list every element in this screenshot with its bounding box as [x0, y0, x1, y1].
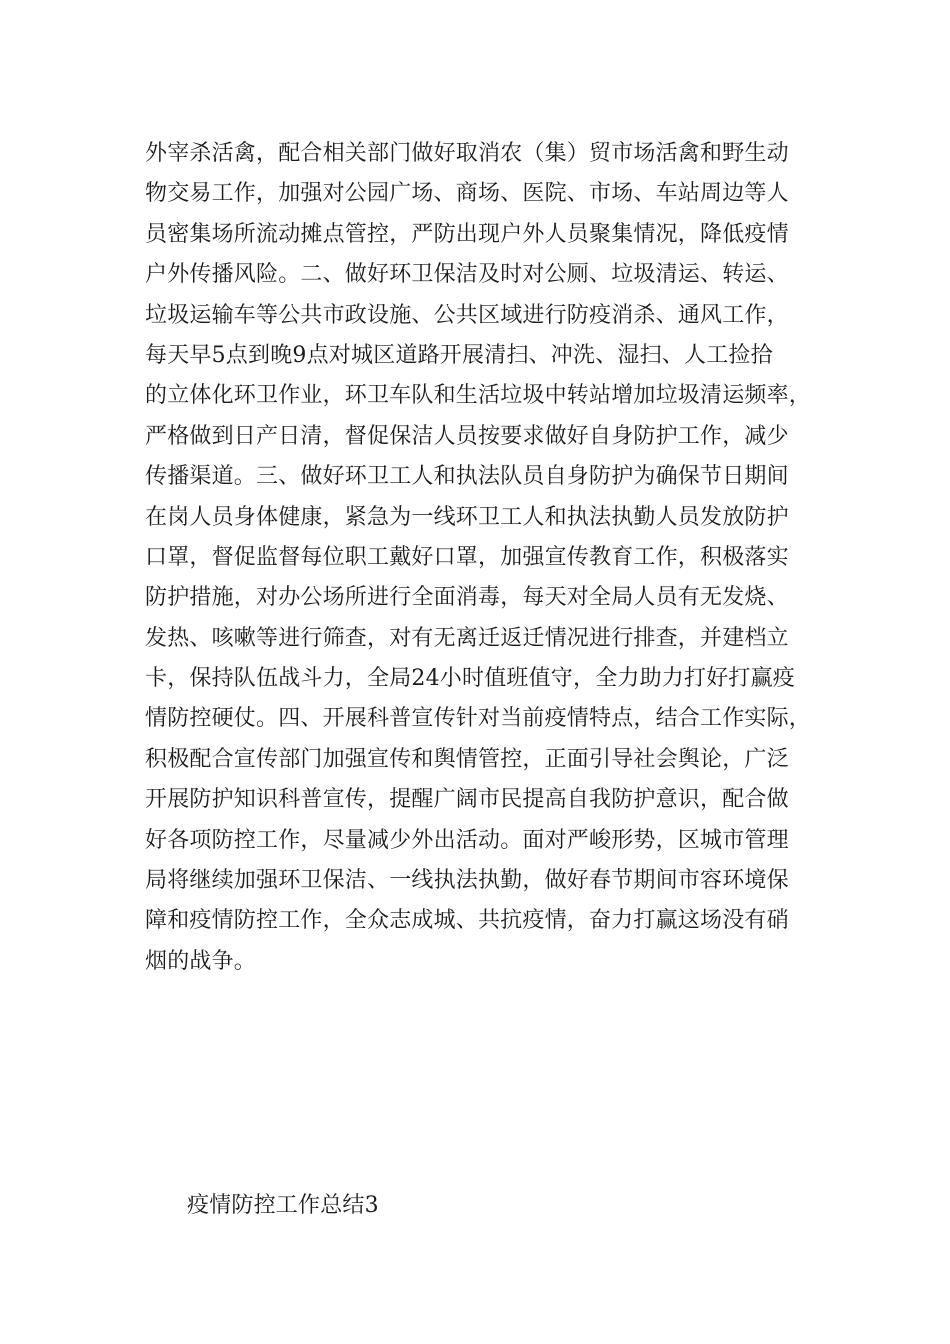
- text-line: 烟的战争。: [145, 948, 257, 974]
- body-text: [145, 134, 835, 982]
- text-line: 发热、咳嗽等进行筛查，对有无离迁返迁情况进行排查，并建档立: [145, 625, 789, 651]
- text-line: 垃圾运输车等公共市政设施、公共区域进行防疫消杀、通风工作，: [145, 302, 789, 328]
- text-line: 防护措施，对办公场所进行全面消毒，每天对全局人员有无发烧、: [145, 585, 789, 611]
- text-line: 好各项防控工作，尽量减少外出活动。面对严峻形势，区城市管理: [145, 827, 789, 853]
- text-line: 开展防护知识科普宣传，提醒广阔市民提高自我防护意识，配合做: [145, 787, 789, 813]
- text-line: 户外传播风险。二、做好环卫保洁及时对公厕、垃圾清运、转运、: [145, 262, 789, 288]
- text-line: 外宰杀活禽，配合相关部门做好取消农（集）贸市场活禽和野生动: [145, 141, 789, 166]
- text-line: 的立体化环卫作业，环卫车队和生活垃圾中转站增加垃圾清运频率，: [145, 383, 812, 409]
- text-line: 物交易工作，加强对公园广场、商场、医院、市场、车站周边等人: [145, 181, 789, 207]
- text-line: 情防控硬仗。四、开展科普宣传针对当前疫情特点，结合工作实际，: [145, 706, 812, 732]
- text-line: 严格做到日产日清，督促保洁人员按要求做好自身防护工作，减少: [145, 423, 789, 449]
- section-heading: 疫情防控工作总结3: [187, 1193, 379, 1218]
- text-line: 卡，保持队伍战斗力，全局24小时值班值守，全力助力打好打赢疫: [145, 666, 795, 692]
- text-line: 积极配合宣传部门加强宣传和舆情管控，正面引导社会舆论，广泛: [145, 746, 789, 772]
- text-line: 每天早5点到晚9点对城区道路开展清扫、冲洗、湿扫、人工捡拾: [145, 342, 773, 368]
- text-line: 口罩，督促监督每位职工戴好口罩，加强宣传教育工作，积极落实: [145, 544, 789, 570]
- text-line: 传播渠道。三、做好环卫工人和执法队员自身防护为确保节日期间: [145, 464, 789, 490]
- text-line: 员密集场所流动摊点管控，严防出现户外人员聚集情况，降低疫情: [145, 221, 789, 247]
- text-line: 障和疫情防控工作，全众志成城、共抗疫情，奋力打赢这场没有硝: [145, 908, 789, 934]
- text-line: 局将继续加强环卫保洁、一线执法执勤，做好春节期间市容环境保: [145, 868, 789, 894]
- text-line: 在岗人员身体健康，紧急为一线环卫工人和执法执勤人员发放防护: [145, 504, 789, 530]
